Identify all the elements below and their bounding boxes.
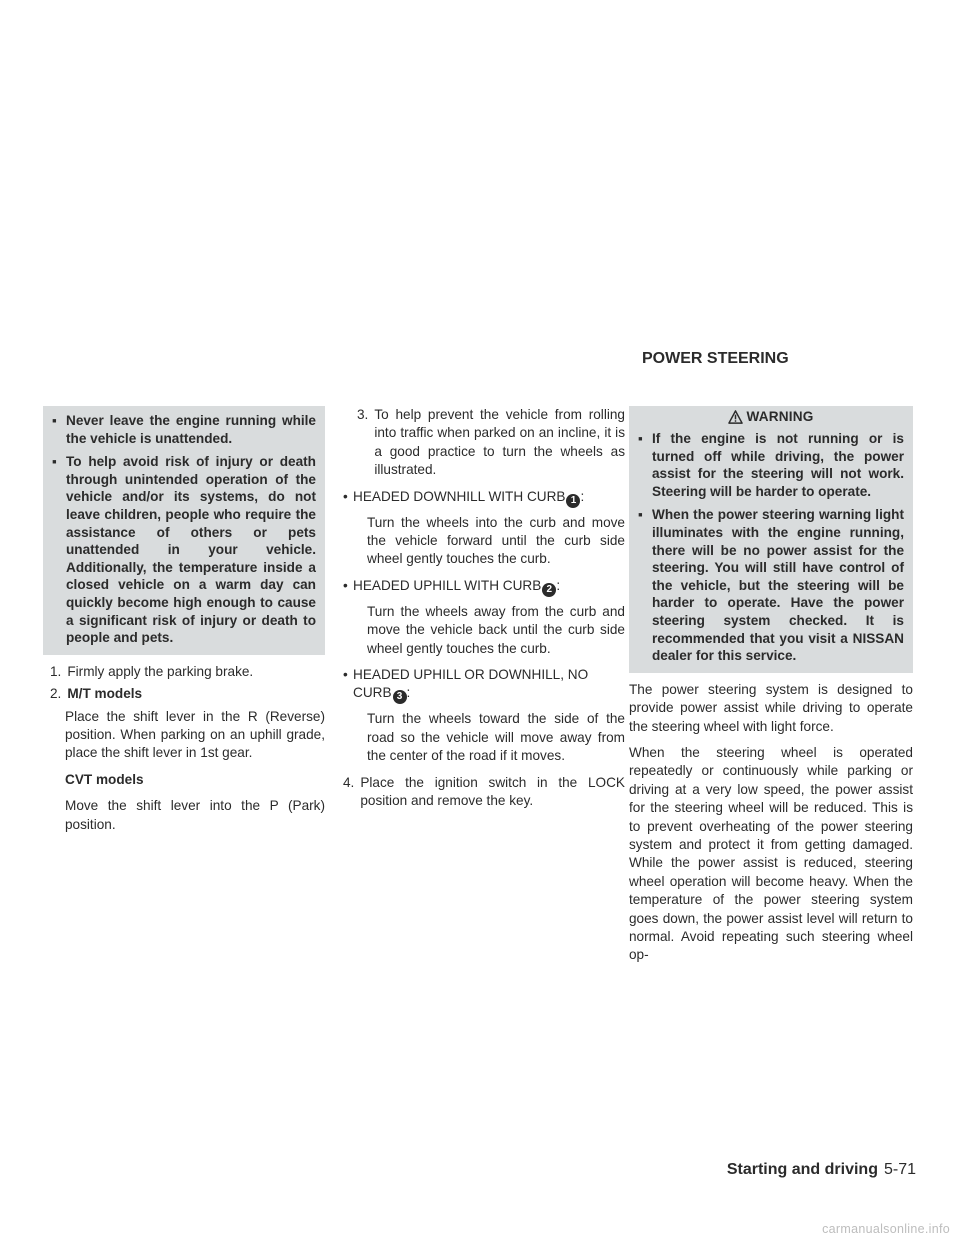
warning-bullet: ▪ If the engine is not running or is turned off while driving, the power assist for the steering will not work. Steering will be harder to operate. [638,431,904,499]
curb-no-curb-text: Turn the wheels toward the side of the road so the vehicle will move away from the center of the road if it moves. [367,711,625,764]
bullet-marker: ▪ [638,431,643,446]
chapter-title: Starting and driving [726,1161,878,1178]
step-4: 4. Place the ignition switch in the LOCK position and remove the key. [343,774,625,809]
callout-number-icon: 3 [393,690,407,704]
warning-heading: WARNING [629,406,913,428]
middle-column [343,406,625,811]
callout-number-icon: 1 [566,494,580,508]
right-column [629,406,913,965]
step-2-text: Place the shift lever in the R (Reverse) position. When parking on an uphill grade, place the shift lever in 1st gear. [65,708,325,761]
step-1: 1. Firmly apply the parking brake. [50,663,254,679]
bullet-marker: ▪ [52,413,57,428]
callout-number-icon: 2 [542,583,556,597]
cvt-heading: CVT models [65,771,144,787]
page-number: 5-71 [883,1161,916,1178]
bullet-marker: ▪ [52,454,57,470]
curb-downhill-text: Turn the wheels into the curb and move the vehicle forward until the curb side wheel gently touches the curb. [367,514,625,567]
body-paragraph: When the steering wheel is operated repeatedly or continuously while parking or driving at a very low speed, the power assist for the steering wheel will be reduced. This is to prevent overheating of the power steering system and protect it from getting damaged. While the power assist is reduced, steering wheel operation will become heavy. When the temperature of the power steering system goes down, the power assist level will return to normal. Avoid repeating such steering wheel op- [629,744,913,963]
warning-bullet: ▪ To help avoid risk of injury or death through unintended operation of the vehicle and/or its systems, do not leave children, people who require the assistance of others or pets unattended in your vehicle. Additionally, the temperature inside a closed vehicle on a warm day can quickly become high enough to cause a significant risk of injury or death to people and pets. [52,454,316,646]
warning-triangle-icon [728,410,743,424]
watermark: carmanualsonline.info [822,1221,950,1236]
left-column [43,406,325,834]
curb-item-uphill: • HEADED UPHILL WITH CURB 2 : [343,577,561,595]
step-3: 3. To help prevent the vehicle from rolling into traffic when parked on an incline, it is a good practice to turn the wheels as illustrated. [357,407,625,478]
warning-bullet: ▪ When the power steering warning light illuminates with the engine running, there will be no power assist for the steering. You will still have control of the vehicle, but the steering will be harder to operate. Have the power steering system checked. It is recommended that you visit a NISSAN dealer for this service. [638,507,904,664]
bullet-marker: • [343,577,348,593]
power-steering-warning-box [629,406,913,673]
warning-bullet: ▪ Never leave the engine running while the vehicle is unattended. [52,413,316,446]
curb-item-no-curb: • HEADED UPHILL OR DOWNHILL, NO CURB 3 : [343,667,589,703]
page-footer [727,1160,916,1180]
curb-uphill-text: Turn the wheels away from the curb and move the vehicle back until the curb side wheel gently touches the curb. [367,603,625,656]
cvt-text: Move the shift lever into the P (Park) position. [65,798,325,832]
body-paragraph: The power steering system is designed to provide power assist while driving to operate the steering wheel with light force. [629,681,913,734]
engine-warning-box [43,406,325,655]
bullet-marker: • [343,667,348,683]
section-title: POWER STEERING [642,350,789,367]
curb-item-downhill: • HEADED DOWNHILL WITH CURB 1 : [343,488,585,506]
bullet-marker: • [343,488,348,504]
bullet-marker: ▪ [638,507,643,523]
step-2: 2. M/T models [50,686,143,702]
